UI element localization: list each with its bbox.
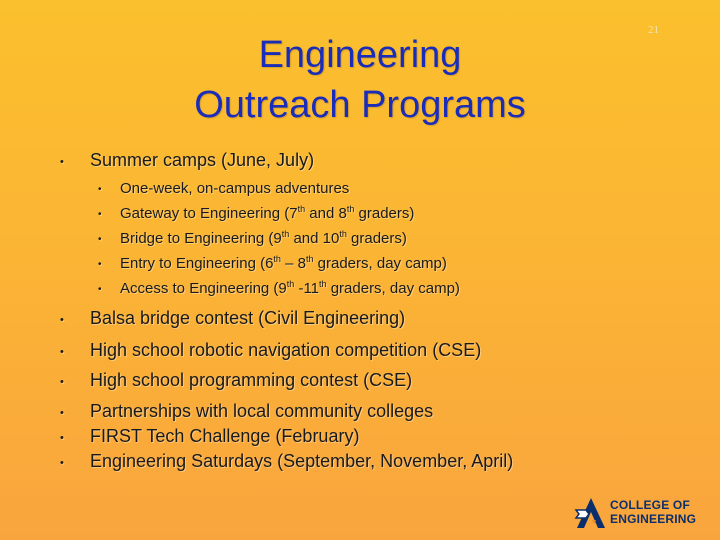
superscript: th <box>273 254 281 264</box>
superscript: th <box>346 204 355 214</box>
sub-bullet-entry <box>98 254 447 272</box>
bullet-text: One-week, on-campus adventures <box>120 180 350 197</box>
bullet-dot-icon: • <box>60 346 64 358</box>
bullet-text: FIRST Tech Challenge (February) <box>90 426 360 446</box>
bullet-text-part: Entry to Engineering (6 <box>120 255 274 272</box>
superscript: th <box>305 254 314 264</box>
sub-bullet-one-week <box>98 180 350 197</box>
bullet-dot-icon: • <box>98 234 102 245</box>
bullet-text: Engineering Saturdays (September, November, April) <box>90 451 514 471</box>
sub-bullet-bridge <box>98 229 407 247</box>
bullet-dot-icon: • <box>98 284 102 295</box>
bullet-text-part: and 8 <box>305 205 347 222</box>
bullet-robotic-navigation <box>60 340 482 361</box>
title-line-2: Outreach Programs <box>194 84 526 126</box>
bullet-first-tech <box>60 426 360 447</box>
bullet-text-part: graders) <box>354 205 415 222</box>
superscript: th <box>286 279 295 289</box>
bullet-engineering-saturdays <box>60 451 514 472</box>
bullet-dot-icon: • <box>60 457 64 469</box>
bullet-text-part: Bridge to Engineering (9 <box>120 230 282 247</box>
title-line-1: Engineering <box>258 34 462 76</box>
bullet-text-part: Gateway to Engineering (7 <box>120 205 298 222</box>
bullet-text-part: and 10 <box>289 230 340 247</box>
bullet-text: High school programming contest (CSE) <box>90 370 413 390</box>
logo-text <box>610 498 696 526</box>
superscript: th <box>281 229 290 239</box>
bullet-text: Summer camps (June, July) <box>90 150 315 170</box>
bullet-text-part: – 8 <box>280 255 306 272</box>
bullet-summer-camps <box>60 150 315 171</box>
bullet-text-part: -11 <box>294 280 320 297</box>
bullet-text: High school robotic navigation competition (CSE) <box>90 340 482 360</box>
bullet-balsa-bridge <box>60 308 406 329</box>
bullet-dot-icon: • <box>60 376 64 388</box>
sub-bullet-gateway <box>98 204 415 222</box>
bullet-dot-icon: • <box>98 259 102 270</box>
bullet-dot-icon: • <box>60 407 64 419</box>
bullet-text: Balsa bridge contest (Civil Engineering) <box>90 308 406 328</box>
bullet-text-part: graders) <box>346 230 407 247</box>
logo-line-2: ENGINEERING <box>610 512 697 526</box>
college-logo <box>574 496 704 530</box>
bullet-text-part: graders, day camp) <box>313 255 447 272</box>
superscript: th <box>339 229 347 239</box>
bullet-dot-icon: • <box>60 432 64 444</box>
slide-number: 21 <box>648 24 659 36</box>
bullet-partnerships <box>60 401 434 422</box>
bullet-dot-icon: • <box>60 156 64 168</box>
bullet-dot-icon: • <box>98 184 102 195</box>
bullet-text: Partnerships with local community colleges <box>90 401 434 421</box>
ut-arlington-a-icon <box>574 496 608 530</box>
bullet-dot-icon: • <box>98 209 102 220</box>
superscript: th <box>297 204 306 214</box>
superscript: th <box>319 279 327 289</box>
sub-bullet-access <box>98 279 460 297</box>
bullet-dot-icon: • <box>60 314 64 326</box>
logo-line-1: COLLEGE OF <box>610 498 690 512</box>
bullet-programming-contest <box>60 370 413 391</box>
bullet-text-part: graders, day camp) <box>326 280 460 297</box>
bullet-text-part: Access to Engineering (9 <box>120 280 287 297</box>
